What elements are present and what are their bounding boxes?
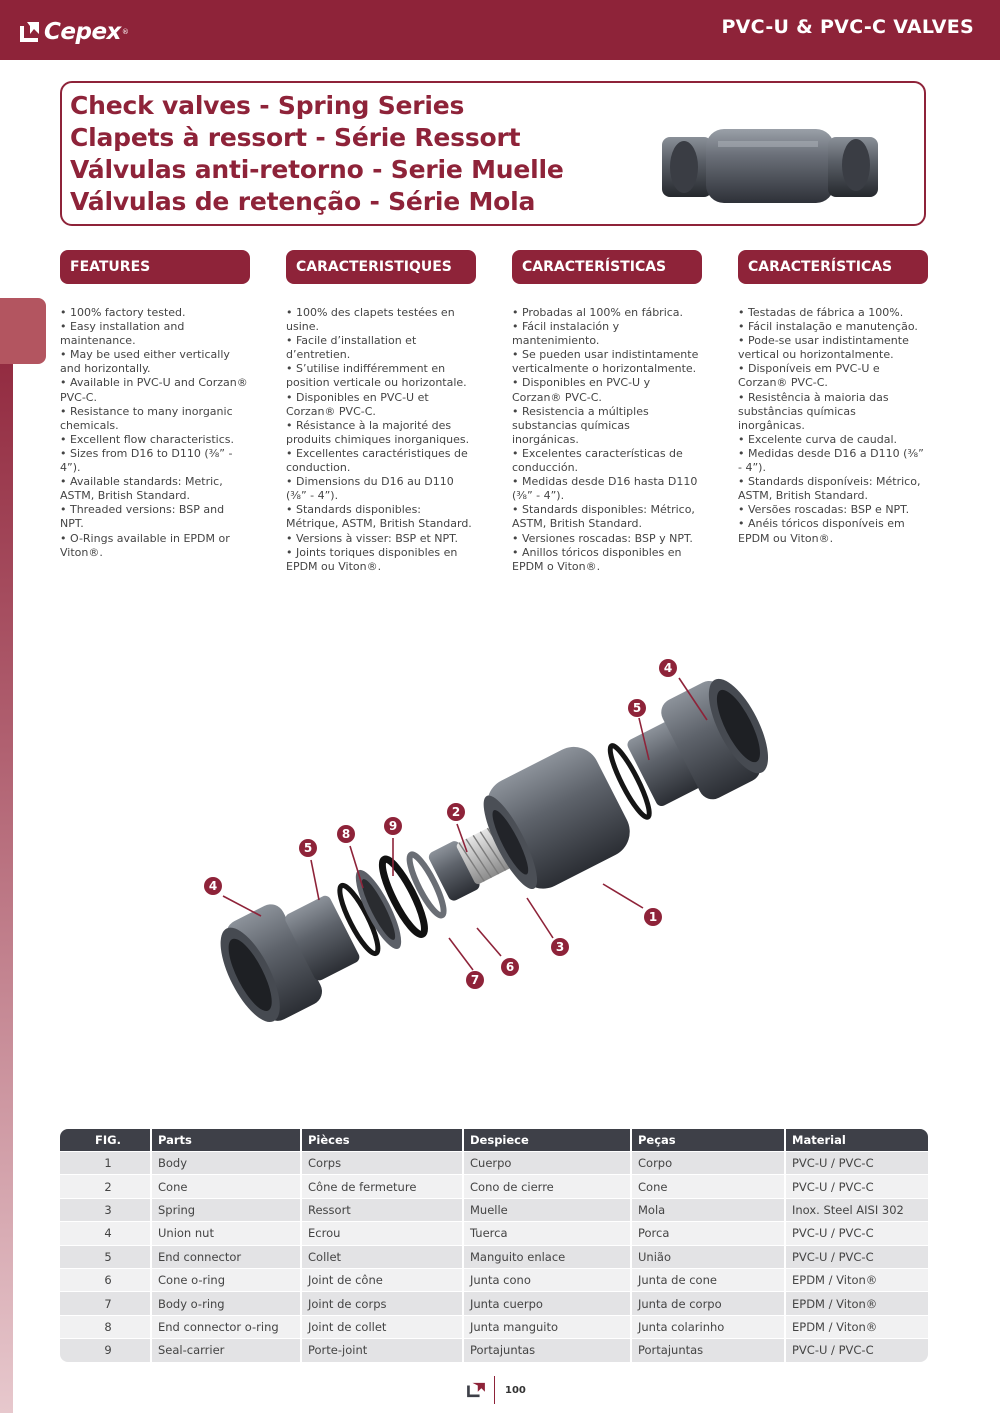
cell-material: PVC-U / PVC-C [784, 1151, 928, 1174]
cell-piece: Corps [300, 1151, 462, 1174]
feature-item: • Testadas de fábrica a 100%. [738, 306, 904, 319]
feature-item: • Available standards: Metric, ASTM, British Standard. [60, 475, 223, 503]
feature-item: • Resistência à maioria das substâncias químicas inorgânicas. [738, 390, 889, 432]
cell-piece: Collet [300, 1245, 462, 1268]
cell-piece: Ecrou [300, 1221, 462, 1244]
feature-item: • Versões roscadas: BSP e NPT. [738, 503, 910, 517]
feature-item: • Standards disponibles: Métrique, ASTM, British Standard. [286, 503, 472, 531]
features-heading-fr: CARACTERISTIQUES [286, 250, 476, 284]
table-row [60, 1198, 928, 1221]
cell-material: PVC-U / PVC-C [784, 1221, 928, 1244]
cell-part: Cone [150, 1174, 300, 1197]
table-row [60, 1268, 928, 1291]
cell-peca: Cone [630, 1174, 784, 1197]
cell-fig: 3 [60, 1198, 150, 1221]
cell-part: Cone o-ring [150, 1268, 300, 1291]
footer-logo-icon [466, 1382, 486, 1398]
cell-fig: 6 [60, 1268, 150, 1291]
cell-part: End connector [150, 1245, 300, 1268]
cell-material: Inox. Steel AISI 302 [784, 1198, 928, 1221]
cell-part: Spring [150, 1198, 300, 1221]
cell-fig: 2 [60, 1174, 150, 1197]
title-pt: Válvulas de retenção - Série Mola [70, 187, 536, 216]
cell-part: Union nut [150, 1221, 300, 1244]
parts-table [60, 1129, 928, 1362]
feature-item: • Anillos tóricos disponibles en EPDM o Viton®. [512, 545, 682, 573]
feature-item: • Easy installation and maintenance. [60, 320, 185, 348]
callout-7: 7 [470, 973, 480, 987]
cell-material: PVC-U / PVC-C [784, 1174, 928, 1197]
cell-material: PVC-U / PVC-C [784, 1245, 928, 1268]
cell-peca: Mola [630, 1198, 784, 1221]
col-parts: Parts [150, 1129, 300, 1151]
feature-item: • O-Rings available in EPDM or Viton®. [60, 531, 230, 559]
features-list-es [512, 306, 700, 574]
feature-item: • Available in PVC-U and Corzan® PVC-C. [60, 376, 248, 404]
feature-item: • Threaded versions: BSP and NPT. [60, 503, 225, 531]
feature-item: • Résistance à la majorité des produits chimiques inorganiques. [286, 418, 470, 446]
feature-item: • Resistencia a múltiples substancias químicas inorgánicas. [512, 404, 649, 446]
feature-item: • Joints toriques disponibles en EPDM ou Viton®. [286, 545, 458, 573]
table-row [60, 1174, 928, 1197]
cell-peca: Porca [630, 1221, 784, 1244]
features-heading-es: CARACTERÍSTICAS [512, 250, 702, 284]
cell-piece: Joint de cône [300, 1268, 462, 1291]
features-heading-pt: CARACTERÍSTICAS [738, 250, 928, 284]
table-row [60, 1338, 928, 1361]
cell-piece: Porte-joint [300, 1338, 462, 1361]
cell-despiece: Portajuntas [462, 1338, 630, 1361]
title-es: Válvulas anti-retorno - Serie Muelle [70, 155, 564, 184]
cell-material: PVC-U / PVC-C [784, 1338, 928, 1361]
exploded-view-diagram [195, 650, 815, 1040]
cell-part: Seal-carrier [150, 1338, 300, 1361]
cell-fig: 1 [60, 1151, 150, 1174]
table-row [60, 1291, 928, 1314]
feature-item: • 100% des clapets testées en usine. [286, 306, 455, 334]
page-footer [466, 1376, 526, 1404]
cell-part: Body [150, 1151, 300, 1174]
cell-fig: 4 [60, 1221, 150, 1244]
callout-9: 9 [388, 819, 398, 833]
section-title: PVC-U & PVC-C VALVES [721, 16, 974, 38]
cell-material: EPDM / Viton® [784, 1291, 928, 1314]
feature-item: • Dimensions du D16 au D110 (⅜” - 4”). [286, 475, 454, 503]
feature-item: • Fácil instalación y mantenimiento. [512, 320, 620, 348]
title-box [60, 81, 926, 226]
feature-item: • Sizes from D16 to D110 (⅜” - 4”). [60, 446, 233, 475]
side-tab [0, 298, 46, 364]
callout-5-left: 5 [303, 841, 313, 855]
callout-5-right: 5 [632, 701, 642, 715]
features-list-fr [286, 306, 474, 574]
feature-item: • Versiones roscadas: BSP y NPT. [512, 531, 693, 545]
feature-item: • S’utilise indifféremment en position verticale ou horizontale. [286, 362, 467, 390]
callout-1: 1 [648, 910, 658, 924]
col-pieces: Pièces [300, 1129, 462, 1151]
features-heading-en: FEATURES [60, 250, 250, 284]
feature-item: • Fácil instalação e manutenção. [738, 320, 918, 334]
cell-despiece: Junta manguito [462, 1315, 630, 1338]
feature-item: • Probadas al 100% en fábrica. [512, 306, 684, 319]
cell-peca: Portajuntas [630, 1338, 784, 1361]
col-material: Material [784, 1129, 928, 1151]
title-en: Check valves - Spring Series [70, 91, 465, 120]
table-row [60, 1245, 928, 1268]
cell-peca: Junta colarinho [630, 1315, 784, 1338]
feature-item: • 100% factory tested. [60, 306, 186, 319]
table-header-row [60, 1129, 928, 1151]
callout-3: 3 [555, 940, 565, 954]
header-bar [0, 0, 1000, 60]
feature-item: • Resistance to many inorganic chemicals. [60, 404, 233, 432]
page-number: 100 [505, 1384, 526, 1396]
table-row [60, 1151, 928, 1174]
feature-item: • Disponibles en PVC-U et Corzan® PVC-C. [286, 390, 429, 418]
feature-item: • Excelente curva de caudal. [738, 432, 898, 446]
feature-item: • Anéis tóricos disponíveis em EPDM ou Viton®. [738, 517, 905, 545]
cell-fig: 5 [60, 1245, 150, 1268]
features-list-en [60, 306, 248, 560]
brand-name: Cepex [44, 19, 121, 45]
table-row [60, 1221, 928, 1244]
table-row [60, 1315, 928, 1338]
cell-piece: Joint de collet [300, 1315, 462, 1338]
callout-4-right: 4 [663, 661, 673, 675]
cell-despiece: Manguito enlace [462, 1245, 630, 1268]
cell-peca: Corpo [630, 1151, 784, 1174]
cell-fig: 8 [60, 1315, 150, 1338]
feature-item: • May be used either vertically and horizontally. [60, 348, 230, 376]
cell-part: End connector o-ring [150, 1315, 300, 1338]
cell-despiece: Cuerpo [462, 1151, 630, 1174]
feature-item: • Excellentes caractéristiques de conduction. [286, 446, 468, 475]
cell-despiece: Junta cuerpo [462, 1291, 630, 1314]
feature-item: • Excellent flow characteristics. [60, 432, 234, 446]
features-list-pt [738, 306, 926, 546]
footer-divider [494, 1376, 495, 1404]
col-pecas: Peças [630, 1129, 784, 1151]
callout-2: 2 [451, 805, 461, 819]
col-fig: FIG. [60, 1129, 150, 1151]
feature-item: • Disponíveis em PVC-U e Corzan® PVC-C. [738, 362, 880, 390]
cell-despiece: Tuerca [462, 1221, 630, 1244]
feature-item: • Excelentes características de conducción. [512, 446, 683, 475]
cell-despiece: Cono de cierre [462, 1174, 630, 1197]
callout-4-left: 4 [208, 879, 218, 893]
cell-material: EPDM / Viton® [784, 1268, 928, 1291]
feature-item: • Standards disponíveis: Métrico, ASTM, British Standard. [738, 475, 921, 503]
col-despiece: Despiece [462, 1129, 630, 1151]
feature-item: • Se pueden usar indistintamente verticalmente o horizontalmente. [512, 348, 699, 376]
cell-material: EPDM / Viton® [784, 1315, 928, 1338]
side-strip [0, 298, 13, 1413]
cell-peca: Junta de corpo [630, 1291, 784, 1314]
cell-part: Body o-ring [150, 1291, 300, 1314]
cell-fig: 7 [60, 1291, 150, 1314]
callout-8: 8 [341, 827, 351, 841]
cell-despiece: Muelle [462, 1198, 630, 1221]
cepex-logo-icon [18, 20, 40, 44]
cell-fig: 9 [60, 1338, 150, 1361]
cell-peca: União [630, 1245, 784, 1268]
cepex-logo [18, 16, 129, 48]
feature-item: • Standards disponibles: Métrico, ASTM, British Standard. [512, 503, 695, 531]
feature-item: • Pode-se usar indistintamente vertical ou horizontalmente. [738, 334, 909, 362]
feature-item: • Facile d’installation et d’entretien. [286, 334, 417, 362]
check-valve-photo [658, 107, 882, 207]
cell-piece: Ressort [300, 1198, 462, 1221]
title-fr: Clapets à ressort - Série Ressort [70, 123, 521, 152]
cell-despiece: Junta cono [462, 1268, 630, 1291]
cell-peca: Junta de cone [630, 1268, 784, 1291]
feature-item: • Medidas desde D16 a D110 (⅜” - 4”). [738, 446, 924, 475]
callout-6: 6 [505, 960, 515, 974]
feature-item: • Versions à visser: BSP et NPT. [286, 531, 459, 545]
feature-item: • Medidas desde D16 hasta D110 (⅜” - 4”). [512, 475, 698, 503]
cell-piece: Cône de fermeture [300, 1174, 462, 1197]
cell-piece: Joint de corps [300, 1291, 462, 1314]
feature-item: • Disponibles en PVC-U y Corzan® PVC-C. [512, 376, 651, 404]
brand-reg-mark: ® [121, 28, 129, 36]
